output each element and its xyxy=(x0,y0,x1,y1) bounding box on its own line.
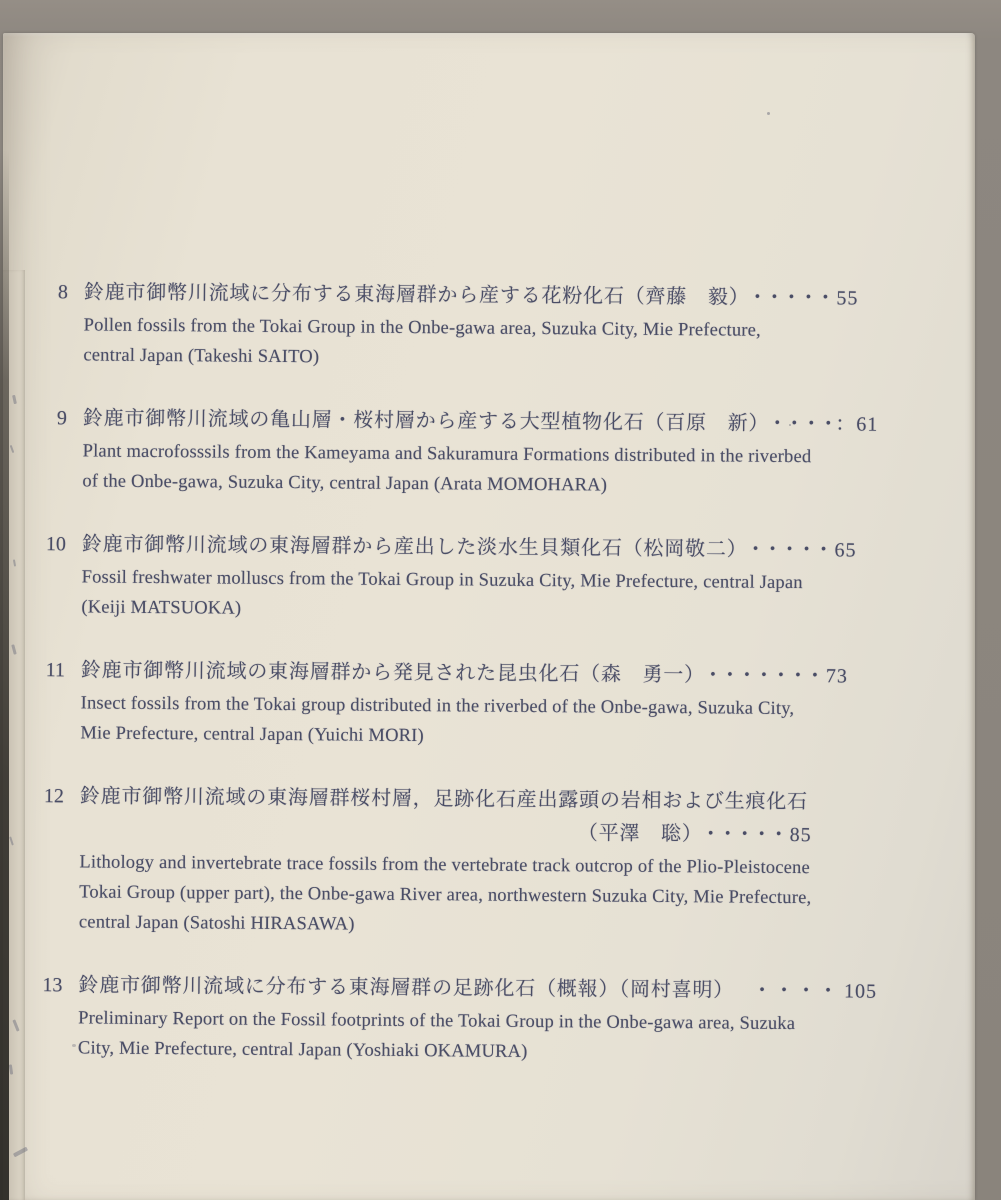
dot-leader: ・・・・ xyxy=(751,979,841,1003)
entry-title-ja-text: 鈴鹿市御幣川流域に分布する東海層群から産する花粉化石（齊藤 毅） xyxy=(83,281,740,309)
toc-entry xyxy=(23,781,816,943)
toc-entry xyxy=(26,403,879,502)
dot-leader: ・・・・・・・ xyxy=(702,664,822,688)
entry-number: 11 xyxy=(45,659,65,682)
toc-entry xyxy=(27,277,859,376)
entry-body xyxy=(77,970,878,1069)
entry-body xyxy=(80,655,848,754)
entry-number: 13 xyxy=(42,974,63,997)
entry-number: 12 xyxy=(43,785,65,808)
entry-title-ja: 鈴鹿市御幣川流域の東海層群桜村層，足跡化石産出露頭の岩相および生痕化石 xyxy=(79,785,808,814)
entry-page-number: 105 xyxy=(843,980,878,1003)
entry-page-number: 65 xyxy=(834,539,857,562)
entry-page-number: 61 xyxy=(856,413,879,436)
entry-title-en: Lithology and invertebrate trace fossils from the vertebrate track outcrop of the Plio-Pleistocene Tokai Group (upper part), the Onbe-gawa River area, northwestern Suzuka City, Mie Prefecture, central Japan (Satoshi HIRASAWA) xyxy=(78,852,812,935)
entry-title-ja-text: 鈴鹿市御幣川流域の東海層群から発見された昆虫化石（森 勇一） xyxy=(80,659,695,687)
toc-entry xyxy=(25,529,857,628)
dot-leader: ・・・・・ xyxy=(700,823,786,846)
entry-page-number: 73 xyxy=(825,665,848,688)
toc-entry xyxy=(24,655,848,754)
entry-title-en: Fossil freshwater molluscs from the Tokai Group in Suzuka City, Mie Prefecture, central Japan (Keiji MATSUOKA) xyxy=(81,567,803,619)
entry-title-en: Preliminary Report on the Fossil footprints of the Tokai Group in the Onbe-gawa area, Suzuka City, Mie Prefecture, central Japan (Yoshiaki OKAMURA) xyxy=(77,1008,796,1062)
dot-leader: ・・・・・ xyxy=(745,538,831,562)
spine-gutter-shadow xyxy=(0,150,9,1200)
entry-title-ja xyxy=(78,970,878,1006)
entry-number: 8 xyxy=(57,281,68,304)
entry-number: 9 xyxy=(56,407,67,430)
table-of-contents xyxy=(22,277,879,1102)
entry-title-ja xyxy=(81,529,857,565)
entry-title-ja xyxy=(83,277,859,313)
dot-leader: ・・・・・ xyxy=(747,286,833,310)
entry-title-ja xyxy=(82,403,879,439)
entry-author-ja: （平澤 聡） xyxy=(577,822,693,846)
toc-entry xyxy=(22,970,878,1069)
entry-body xyxy=(79,781,816,943)
entry-title-ja-text: 鈴鹿市御幣川流域に分布する東海層群の足跡化石（概報）（岡村喜明） xyxy=(78,974,725,1002)
dot-leader: ・・・・： xyxy=(767,412,853,436)
entry-title-ja-author-line xyxy=(80,814,816,850)
entry-title-en: Plant macrofosssils from the Kameyama and Sakuramura Formations distributed in the riverbed of the Onbe-gawa, Suzuka City, central Japan (Arata MOMOHARA) xyxy=(82,441,812,496)
entry-page-number: 85 xyxy=(789,823,812,847)
entry-title-en: Insect fossils from the Tokai group distributed in the riverbed of the Onbe-gawa, Suzuka City, Mie Prefecture, central Japan (Yuichi MORI) xyxy=(80,693,795,747)
entry-title-en: Pollen fossils from the Tokai Group in the Onbe-gawa area, Suzuka City, Mie Prefecture, central Japan (Takeshi SAITO) xyxy=(83,315,761,368)
entry-title-ja-text: 鈴鹿市御幣川流域の東海層群から産出した淡水生貝類化石（松岡敬二） xyxy=(81,533,738,561)
entry-title-ja-text: 鈴鹿市御幣川流域の亀山層・桜村層から産する大型植物化石（百原 新） xyxy=(82,407,760,435)
entry-body xyxy=(82,403,879,502)
dust-speck xyxy=(767,112,770,115)
entry-body xyxy=(81,529,857,628)
entry-page-number: 55 xyxy=(836,287,859,310)
entry-body xyxy=(83,277,859,376)
entry-title-ja xyxy=(80,655,848,691)
entry-number: 10 xyxy=(45,533,66,556)
